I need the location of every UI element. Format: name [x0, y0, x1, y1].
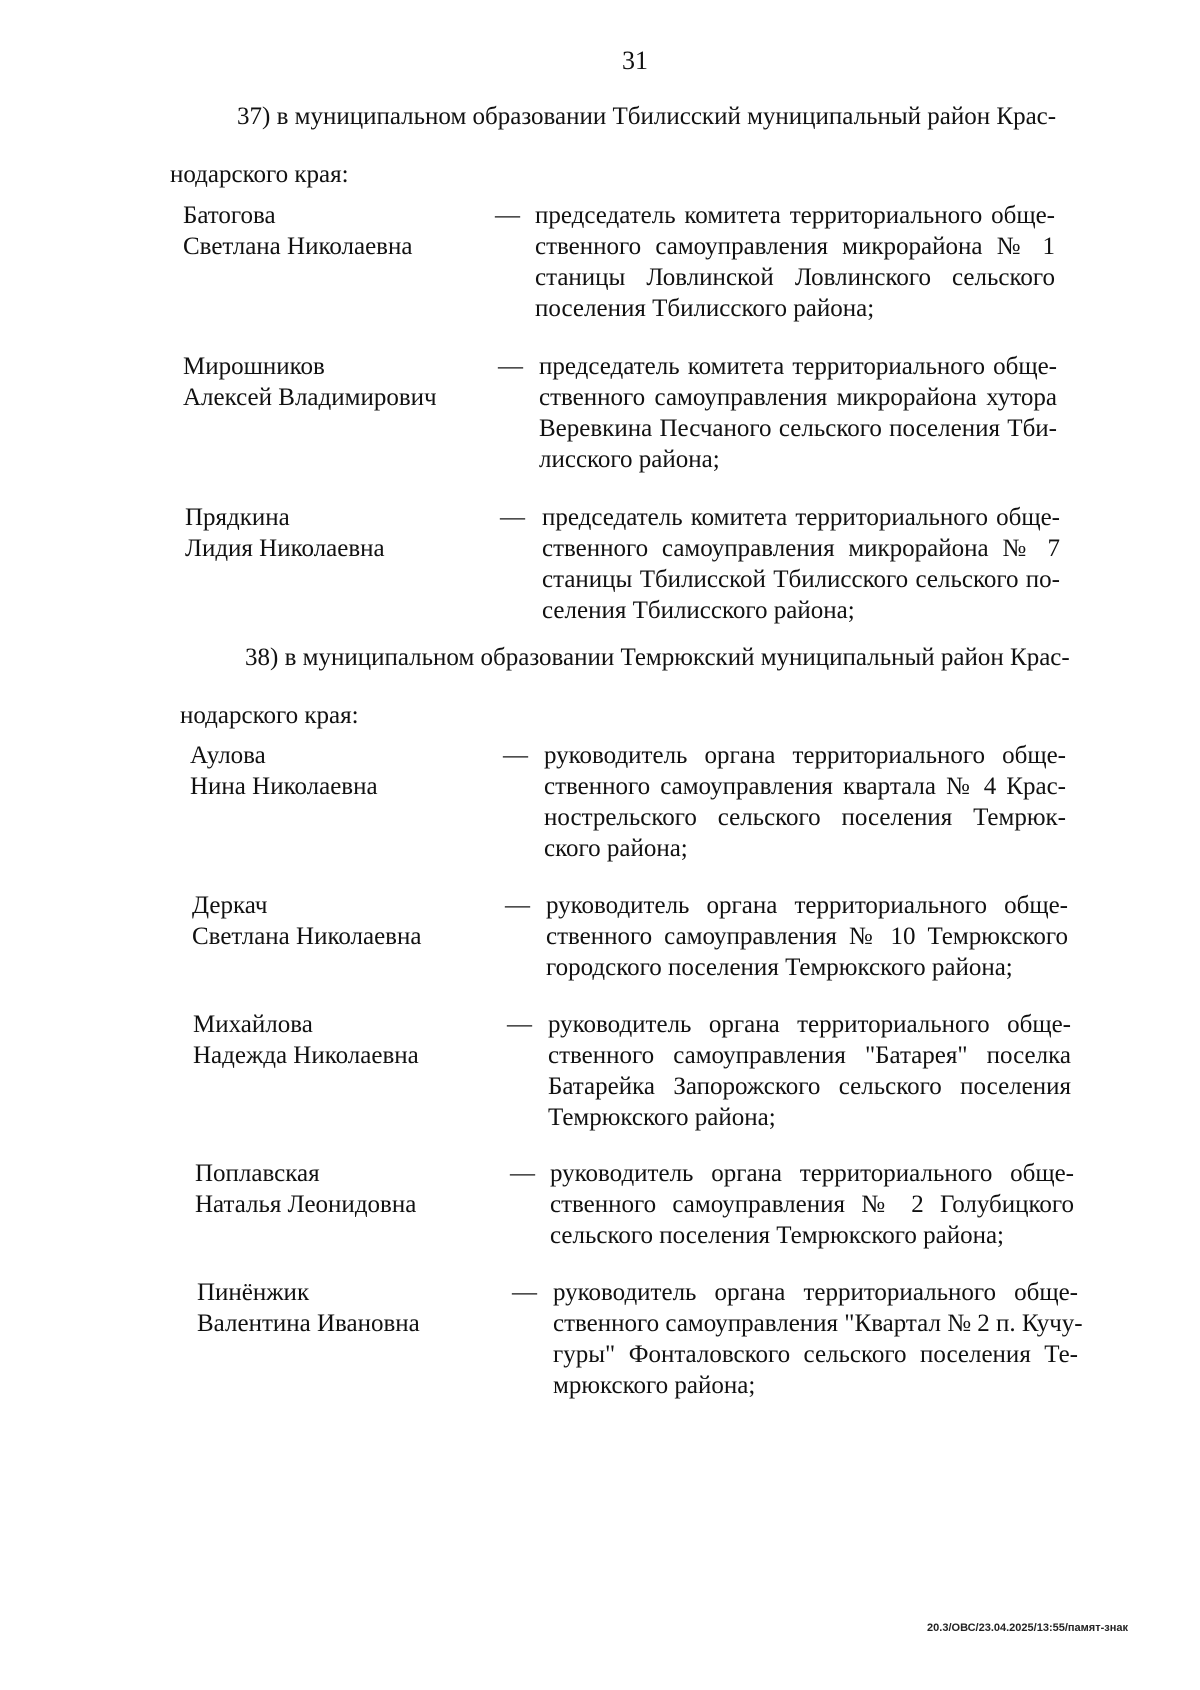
- dash: —: [500, 504, 525, 531]
- given-names: Лидия Николаевна: [185, 535, 385, 562]
- description-line: ственного самоуправления микрорайона хутора: [539, 384, 1057, 411]
- surname: Поплавская: [195, 1160, 320, 1187]
- description: [548, 1009, 1071, 1133]
- section-heading-38: 38) в муниципальном образовании Темрюкский муниципальный район Крас-: [245, 644, 1070, 671]
- description: [550, 1158, 1074, 1251]
- description-line: гуры" Фонталовского сельского поселения Те-: [553, 1341, 1078, 1368]
- person-name: [183, 200, 503, 262]
- description-line: ского района;: [544, 835, 688, 862]
- description: [542, 502, 1060, 626]
- description: [539, 351, 1057, 475]
- description-line: руководитель органа территориального обще-: [544, 742, 1066, 769]
- surname: Михайлова: [193, 1011, 313, 1038]
- description-line: сельского поселения Темрюкского района;: [550, 1222, 1004, 1249]
- dash: —: [510, 1160, 535, 1187]
- surname: Мирошников: [183, 353, 325, 380]
- description-line: руководитель органа территориального обще-: [550, 1160, 1074, 1187]
- person-name: [192, 890, 512, 952]
- description-line: мрюкского района;: [553, 1372, 756, 1399]
- section-heading-37-continuation: нодарского края:: [170, 161, 349, 188]
- description-line: ственного самоуправления "Батарея" поселка: [548, 1042, 1071, 1069]
- surname: Деркач: [192, 892, 268, 919]
- description-line: ственного самоуправления микрорайона № 7: [542, 535, 1060, 562]
- dash: —: [505, 892, 530, 919]
- description-line: руководитель органа территориального обще-: [553, 1279, 1078, 1306]
- description-line: ственного самоуправления квартала № 4 Крас-: [544, 773, 1066, 800]
- description-line: станицы Ловлинской Ловлинского сельского: [535, 264, 1055, 291]
- description-line: Веревкина Песчаного сельского поселения Тби-: [539, 415, 1057, 442]
- description-line: нострельского сельского поселения Темрюк-: [544, 804, 1066, 831]
- person-name: [195, 1158, 515, 1220]
- surname: Аулова: [190, 742, 266, 769]
- dash: —: [503, 742, 528, 769]
- description-line: председатель комитета территориального обще-: [539, 353, 1057, 380]
- person-name: [193, 1009, 513, 1071]
- given-names: Надежда Николаевна: [193, 1042, 419, 1069]
- document-stamp: 20.3/ОВС/23.04.2025/13:55/памят-знак: [927, 1622, 1128, 1634]
- description-line: председатель комитета территориального обще-: [542, 504, 1060, 531]
- given-names: Нина Николаевна: [190, 773, 378, 800]
- dash: —: [507, 1011, 532, 1038]
- dash: —: [512, 1279, 537, 1306]
- description-line: руководитель органа территориального обще-: [546, 892, 1068, 919]
- description: [535, 200, 1055, 324]
- given-names: Наталья Леонидовна: [195, 1191, 417, 1218]
- description-line: городского поселения Темрюкского района;: [546, 954, 1013, 981]
- description-line: ственного самоуправления № 10 Темрюкского: [546, 923, 1068, 950]
- person-name: [190, 740, 510, 802]
- description-line: председатель комитета территориального обще-: [535, 202, 1055, 229]
- description-line: руководитель органа территориального обще-: [548, 1011, 1071, 1038]
- given-names: Светлана Николаевна: [183, 233, 413, 260]
- description-line: ственного самоуправления № 2 Голубицкого: [550, 1191, 1074, 1218]
- dash: —: [495, 202, 520, 229]
- given-names: Алексей Владимирович: [183, 384, 437, 411]
- description-line: станицы Тбилисской Тбилисского сельского по-: [542, 566, 1060, 593]
- surname: Батогова: [183, 202, 276, 229]
- person-name: [185, 502, 505, 564]
- description: [546, 890, 1068, 983]
- surname: Прядкина: [185, 504, 290, 531]
- description-line: Темрюкского района;: [548, 1104, 776, 1131]
- description-line: лисского района;: [539, 446, 720, 473]
- person-name: [183, 351, 503, 413]
- description-line: ственного самоуправления микрорайона № 1: [535, 233, 1055, 260]
- description-line: ственного самоуправления "Квартал № 2 п. Кучу-: [553, 1310, 1083, 1337]
- description: [553, 1277, 1083, 1401]
- section-heading-38-continuation: нодарского края:: [180, 702, 359, 729]
- dash: —: [498, 353, 523, 380]
- person-name: [197, 1277, 517, 1339]
- description-line: Батарейка Запорожского сельского поселения: [548, 1073, 1071, 1100]
- section-heading-37: 37) в муниципальном образовании Тбилисский муниципальный район Крас-: [237, 103, 1057, 130]
- surname: Пинёнжик: [197, 1279, 310, 1306]
- given-names: Валентина Ивановна: [197, 1310, 420, 1337]
- description: [544, 740, 1066, 864]
- description-line: селения Тбилисского района;: [542, 597, 855, 624]
- page-number: 31: [622, 46, 648, 75]
- description-line: поселения Тбилисского района;: [535, 295, 875, 322]
- given-names: Светлана Николаевна: [192, 923, 422, 950]
